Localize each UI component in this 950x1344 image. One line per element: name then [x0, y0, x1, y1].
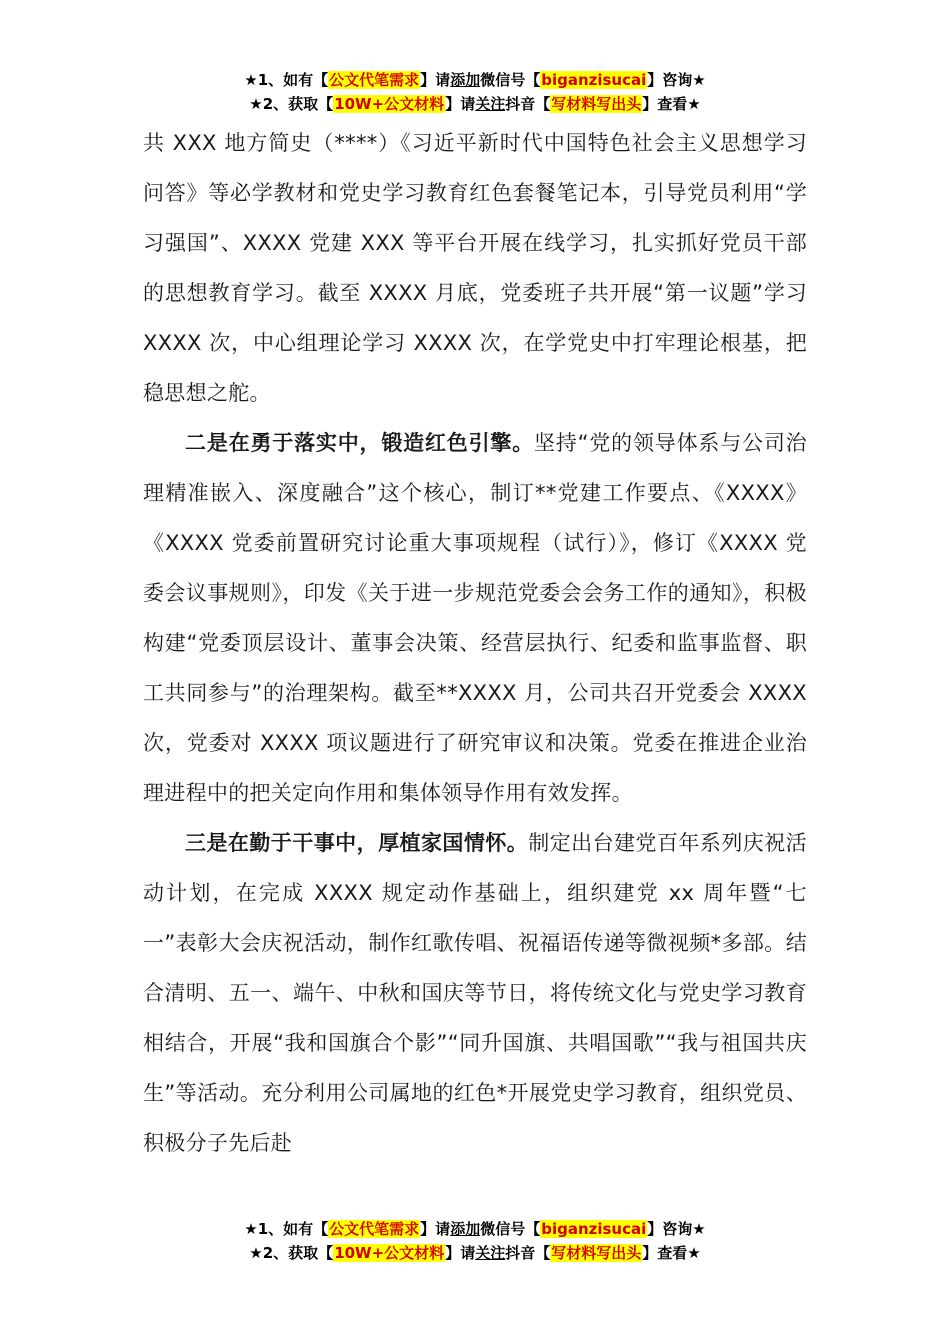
highlight-wechat-id: biganzisucai: [541, 1220, 647, 1238]
promo-text: 微信号【: [480, 1220, 541, 1238]
highlight-materials: 10W+公文材料: [334, 1244, 445, 1262]
paragraph-lead: 二是在勇于落实中，锻造红色引擎。: [185, 431, 535, 455]
paragraph-text: 坚持“党的领导体系与公司治理精准嵌入、深度融合”这个核心，制订**党建工作要点、《XXXX》《XXXX 党委前置研究讨论重大事项规程（试行）》，修订《XXXX 党委会议事规则》，印发《关于进一步规范党委会会务工作的通知》，积极构建“党委顶层设计、董事会决策、经营层执行、纪委和监事监督、职工共同参与”的治理架构。截至**XXXX 月，公司共召开党委会 XXXX 次，党委对 XXXX 项议题进行了研究审议和决策。党委在推进企业治理进程中的把关定向作用和集体领导作用有效发挥。: [143, 431, 807, 805]
paragraph-lead: 三是在勤于干事中，厚植家国情怀。: [185, 831, 529, 855]
paragraph-text: 共 XXX 地方简史（****）《习近平新时代中国特色社会主义思想学习问答》等必学教材和党史学习教育红色套餐笔记本，引导党员利用“学习强国”、XXXX 党建 XXX 等平台开展在线学习，扎实抓好党员干部的思想教育学习。截至 XXXX 月底，党委班子共开展“第一议题”学习 XXXX 次，中心组理论学习 XXXX 次，在学党史中打牢理论根基，把稳思想之舵。: [143, 131, 807, 405]
underlined-word: 添加: [450, 1220, 481, 1238]
paragraph-1: [143, 118, 807, 418]
promo-text: 】请: [420, 71, 451, 89]
paragraph-text: 制定出台建党百年系列庆祝活动计划，在完成 XXXX 规定动作基础上，组织建党 xx 周年暨“七一”表彰大会庆祝活动，制作红歌传唱、祝福语传递等微视频*多部。结合清明、五一、端午、中秋和国庆等节日，将传统文化与党史学习教育相结合，开展“我和国旗合个影”“同升国旗、共唱国歌”“我与祖国共庆生”等活动。充分利用公司属地的红色*开展党史学习教育，组织党员、积极分子先后赴: [143, 831, 807, 1155]
promo-text: ★1、如有【: [244, 1220, 329, 1238]
promo-text: ★2、获取【: [249, 95, 334, 113]
promo-banner-bottom: [0, 1217, 950, 1265]
promo-text: 】查看★: [642, 1244, 701, 1262]
promo-text: ★1、如有【: [244, 71, 329, 89]
paragraph-3: [143, 818, 807, 1168]
promo-line-2: [0, 1241, 950, 1265]
promo-text: 】查看★: [642, 95, 701, 113]
paragraph-2: [143, 418, 807, 818]
promo-text: 】请: [420, 1220, 451, 1238]
highlight-service: 公文代笔需求: [329, 71, 420, 89]
promo-line-1: [0, 1217, 950, 1241]
promo-text: 抖音【: [505, 1244, 551, 1262]
underlined-word: 关注: [475, 1244, 506, 1262]
underlined-word: 关注: [475, 95, 506, 113]
promo-line-2: [0, 92, 950, 116]
promo-text: 】咨询★: [647, 71, 706, 89]
highlight-wechat-id: biganzisucai: [541, 71, 647, 89]
highlight-douyin-id: 写材料写出头: [551, 1244, 642, 1262]
promo-text: 抖音【: [505, 95, 551, 113]
highlight-materials: 10W+公文材料: [334, 95, 445, 113]
promo-text: 】咨询★: [647, 1220, 706, 1238]
promo-line-1: [0, 68, 950, 92]
highlight-service: 公文代笔需求: [329, 1220, 420, 1238]
promo-text: ★2、获取【: [249, 1244, 334, 1262]
promo-text: 】请: [445, 95, 476, 113]
promo-text: 】请: [445, 1244, 476, 1262]
document-body: [143, 118, 807, 1168]
underlined-word: 添加: [450, 71, 481, 89]
promo-text: 微信号【: [480, 71, 541, 89]
highlight-douyin-id: 写材料写出头: [551, 95, 642, 113]
promo-banner-top: [0, 68, 950, 116]
